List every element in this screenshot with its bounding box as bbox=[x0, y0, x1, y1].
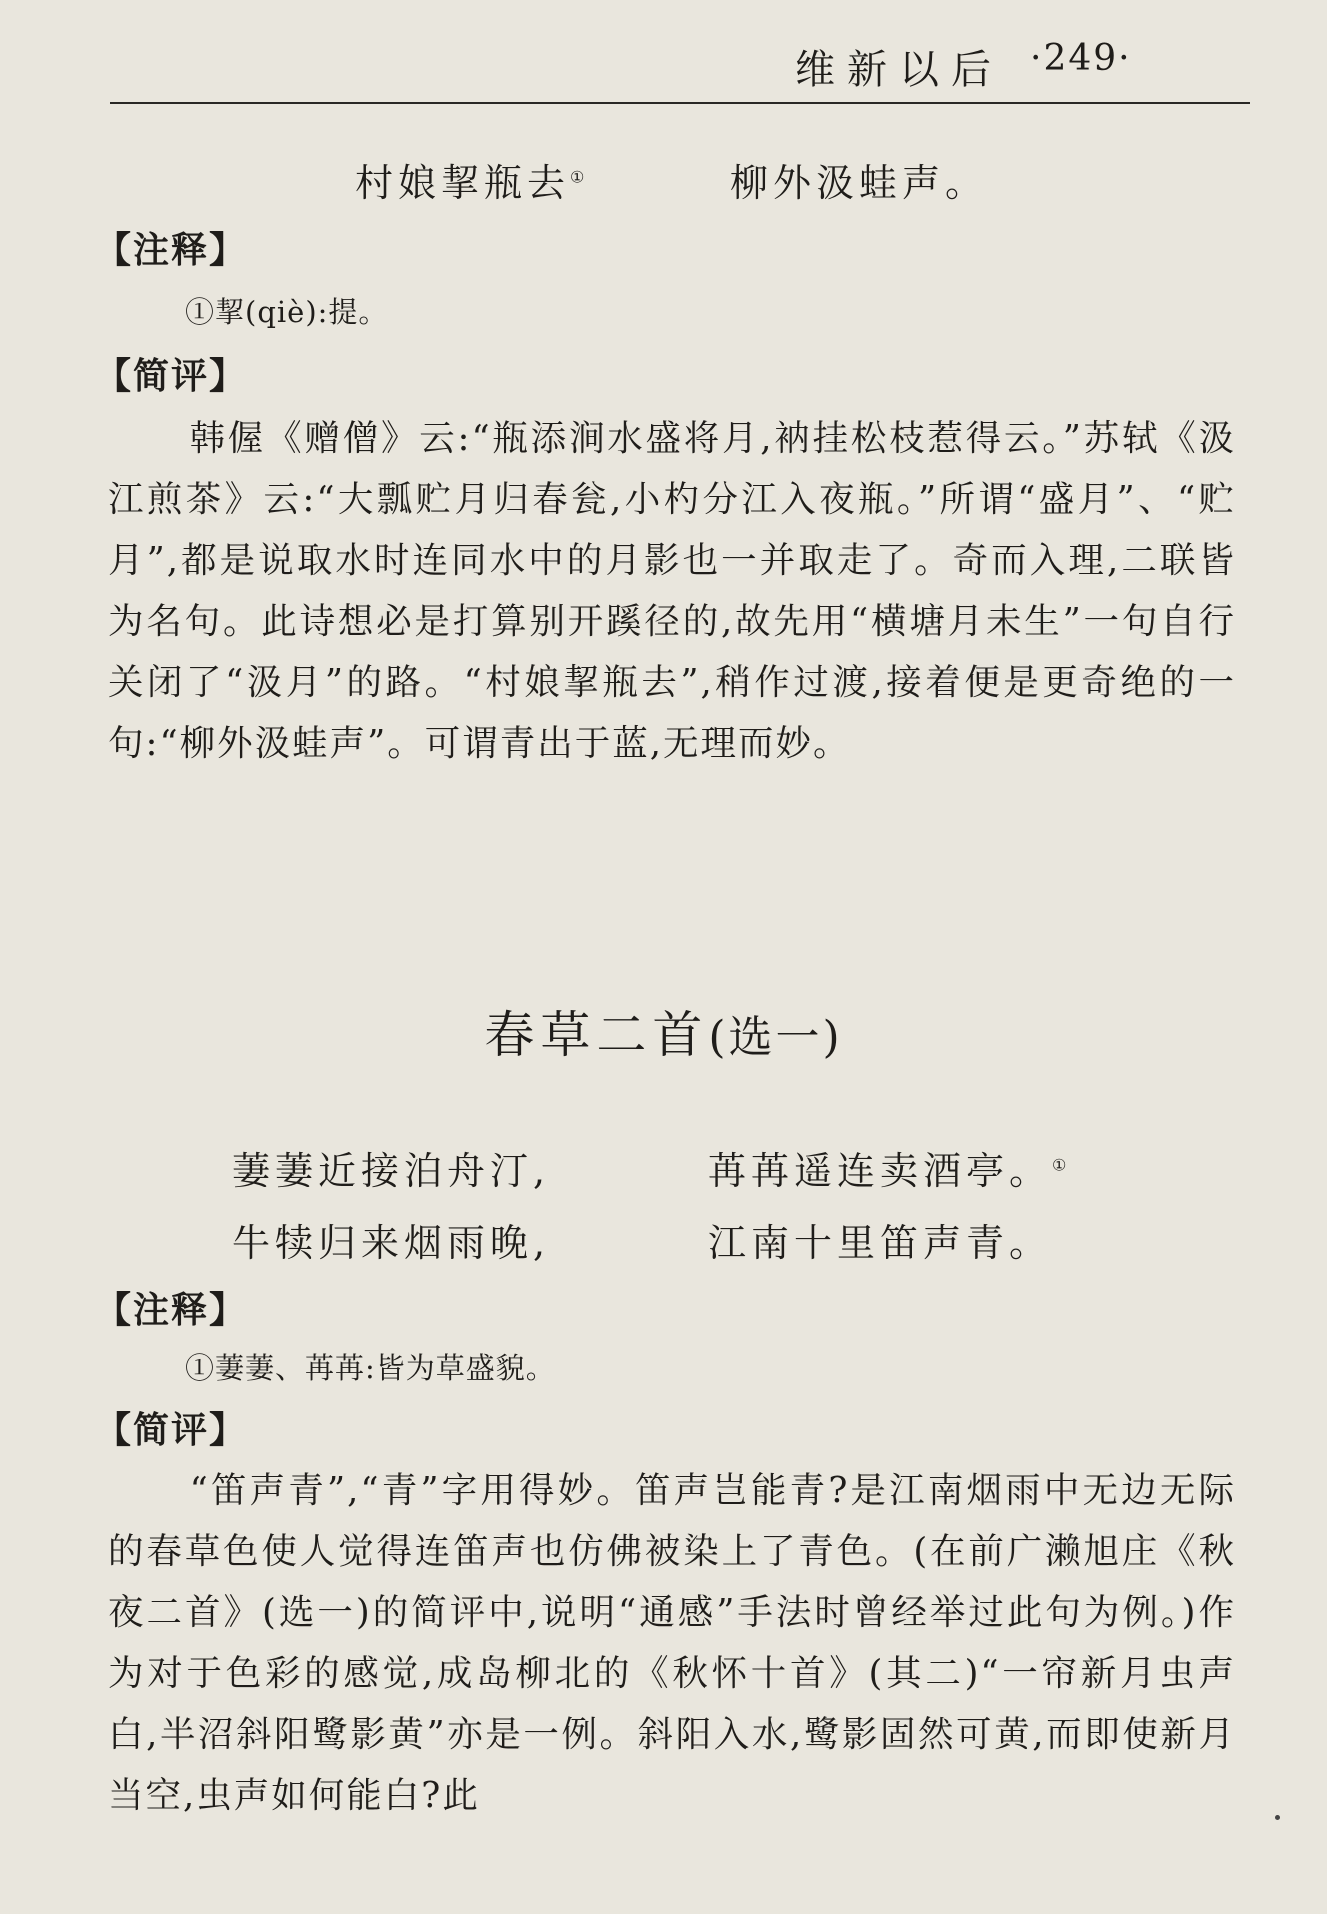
note-1-qie: ①挈(qiè):提。 bbox=[185, 295, 389, 329]
prev-poem-line-left bbox=[355, 152, 584, 207]
poem-line-2-right: 江南十里笛声青。 bbox=[708, 1221, 1053, 1265]
comment-text-1: 韩偓《赠僧》云:“瓶添涧水盛将月,衲挂松枝惹得云。”苏轼《汲江煎茶》云:“大瓢贮月归春瓮,小杓分江入夜瓶。”所谓“盛月”、“贮月”,都是说取水时连同水中的月影也一并取走了。奇而入理,二联皆为名句。此诗想必是打算别开蹊径的,故先用“横塘月未生”一句自行关闭了“汲月”的路。“村娘挈瓶去”,稍作过渡,接着便是更奇绝的一句:“柳外汲蛙声”。可谓青出于蓝,无理而妙。 bbox=[108, 418, 1236, 764]
poem-title-main: 春草二首 bbox=[484, 1006, 709, 1064]
prev-poem-left-text: 村娘挈瓶去 bbox=[355, 161, 571, 205]
poem-line-1-right-text: 苒苒遥连卖酒亭。 bbox=[708, 1149, 1053, 1193]
poem-title bbox=[0, 995, 1327, 1067]
note-marker: ① bbox=[570, 167, 585, 187]
poem-line-1-right bbox=[708, 1140, 1066, 1195]
notes-heading-2: 【注释】 bbox=[95, 1290, 248, 1331]
poem-line-1-left: 萋萋近接泊舟汀, bbox=[232, 1149, 551, 1193]
margin-speck bbox=[1275, 1815, 1280, 1820]
prev-poem-line-right: 柳外汲蛙声。 bbox=[730, 161, 989, 205]
comment-heading-1: 【简评】 bbox=[95, 356, 248, 397]
page-number: ·249· bbox=[1030, 38, 1132, 79]
poem-title-sub: (选一) bbox=[708, 1012, 843, 1063]
running-header bbox=[110, 38, 1250, 98]
header-rule bbox=[110, 102, 1250, 104]
notes-heading-1: 【注释】 bbox=[95, 230, 248, 271]
poem-line-2-left: 牛犊归来烟雨晚, bbox=[232, 1221, 551, 1265]
note-1-qiqi: ①萋萋、苒苒:皆为草盛貌。 bbox=[185, 1351, 556, 1385]
header-title: 维新以后 bbox=[795, 47, 1003, 93]
comment-heading-2: 【简评】 bbox=[95, 1410, 248, 1451]
note-marker: ① bbox=[1052, 1155, 1067, 1175]
comment-text-2: “笛声青”,“青”字用得妙。笛声岂能青?是江南烟雨中无边无际的春草色使人觉得连笛声也仿佛被染上了青色。(在前广濑旭庄《秋夜二首》(选一)的简评中,说明“通感”手法时曾经举过此句为例。)作为对于色彩的感觉,成岛柳北的《秋怀十首》(其二)“一帘新月虫声白,半沼斜阳鹭影黄”亦是一例。斜阳入水,鹭影固然可黄,而即使新月当空,虫声如何能白?此 bbox=[108, 1470, 1236, 1816]
